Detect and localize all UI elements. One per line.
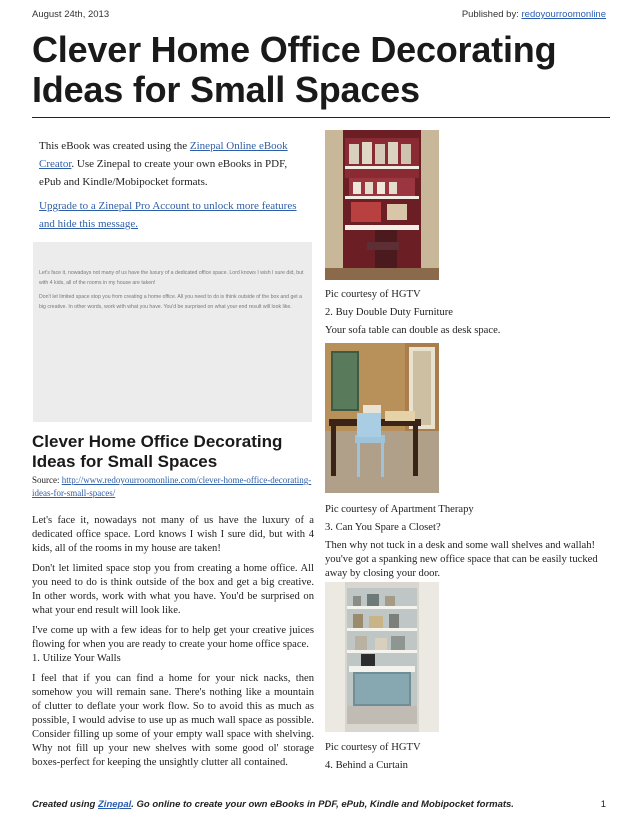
source-label: Source: xyxy=(32,475,62,485)
section-text: Your sofa table can double as desk space. xyxy=(325,325,501,336)
page-footer xyxy=(32,799,606,810)
notice-text: This eBook was created using the xyxy=(39,140,190,152)
caption-block-2 xyxy=(325,503,615,585)
page-number: 1 xyxy=(600,799,606,810)
excerpt-paragraph-2: Don't let limited space stop you from creating a home office. All you need to do is think outside of the box and get a big creative. In other words, work with what you have. You'd be surprised on what your end result will look like. xyxy=(39,294,303,310)
publish-date: August 24th, 2013 xyxy=(32,9,110,20)
photo-closet-shelves-office xyxy=(325,582,439,732)
section-heading: 4. Behind a Curtain xyxy=(325,760,408,771)
photo-sofa-table-desk xyxy=(325,343,439,493)
footer-text: Created using xyxy=(32,799,98,810)
published-by xyxy=(462,9,606,20)
footer-text-post: . Go online to create your own eBooks in PDF, ePub, Kindle and Mobipocket formats. xyxy=(131,799,514,810)
source-link[interactable]: http://www.redoyourroomonline.com/clever-home-office-decorating-ideas-for-small-spaces/ xyxy=(32,475,312,498)
published-by-label: Published by: xyxy=(461,9,519,20)
page-title: Clever Home Office Decorating Ideas for Small Spaces xyxy=(32,29,557,110)
article-title: Clever Home Office Decorating Ideas for Small Spaces xyxy=(32,432,283,471)
title-divider xyxy=(32,117,610,118)
excerpt-box xyxy=(33,242,312,422)
section-heading: 2. Buy Double Duty Furniture xyxy=(325,307,453,318)
article-source xyxy=(32,474,317,500)
article-paragraph: I've come up with a few ideas for to help get your creative juices flowing for when you are ready to create your home office space. xyxy=(32,625,314,650)
page-header xyxy=(32,9,606,23)
photo-caption: Pic courtesy of Apartment Therapy xyxy=(325,504,474,515)
notice-line1 xyxy=(39,137,309,191)
article-paragraph: Don't let limited space stop you from creating a home office. All you need to do is think outside of the box and get a big creative. In other words, work with what you have. You'd be surprised on what your end result will look like. xyxy=(32,563,314,616)
article-subheading: 1. Utilize Your Walls xyxy=(32,653,121,664)
article-paragraph: I feel that if you can find a home for your nick nacks, then somehow you will remain sane. There's nothing like a mountain of clutter to deflate your work flow. So to avoid this as much as possible, I would advise to use up as much wall space as possible. Consider filling up some of your empty wall space with shelving. Why not fill up your new shelves with some good ol' storage boxes-perfect for keeping the unsightly clutter all contained. xyxy=(32,673,314,768)
section-text: Then why not tuck in a desk and some wall shelves and wallah! you've got a spanking new office space that can be easily tucked away by closing your door. xyxy=(325,540,598,579)
zinepal-creator-link[interactable]: Zinepal Online eBook Creator xyxy=(39,140,288,170)
excerpt-paragraph-1: Let's face it, nowadays not many of us have the luxury of a dedicated office space. Lord knows I wish I sure did, but with 4 kids, all of the rooms in my house are taken! xyxy=(39,270,304,286)
caption-block-1 xyxy=(325,288,615,342)
photo-red-closet-office xyxy=(325,130,439,280)
footer-zinepal-link[interactable]: Zinepal xyxy=(98,799,132,810)
article-paragraph: Let's face it, nowadays not many of us have the luxury of a dedicated office space. Lord knows I wish I sure did, but with 4 kids, all of the rooms in my house are taken! xyxy=(32,515,314,554)
notice-line2 xyxy=(39,197,309,233)
upgrade-link[interactable]: Upgrade to a Zinepal Pro Account to unlock more features and hide this message. xyxy=(39,200,297,230)
photo-caption: Pic courtesy of HGTV xyxy=(325,742,421,753)
photo-caption: Pic courtesy of HGTV xyxy=(325,289,421,300)
zinepal-notice xyxy=(39,137,309,239)
notice-text-post: . Use Zinepal to create your own eBooks in PDF, ePub and Kindle/Mobipocket formats. xyxy=(39,158,288,188)
article-body xyxy=(32,514,314,776)
section-heading: 3. Can You Spare a Closet? xyxy=(325,522,441,533)
caption-block-3 xyxy=(325,741,615,777)
publisher-link[interactable]: redoyourroomonline xyxy=(521,9,606,20)
